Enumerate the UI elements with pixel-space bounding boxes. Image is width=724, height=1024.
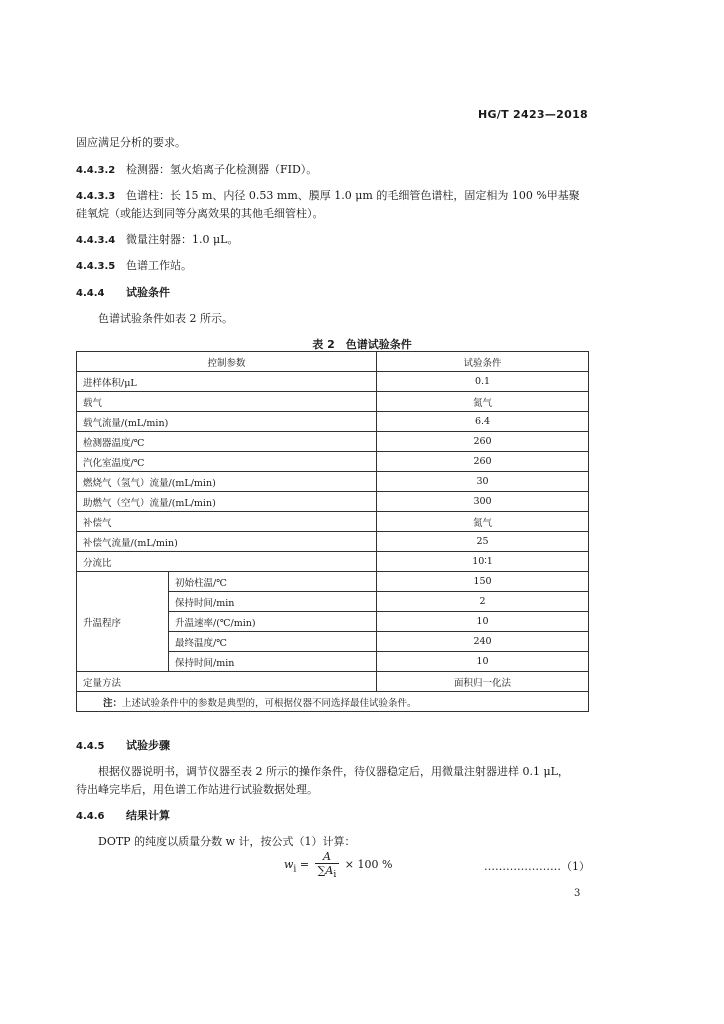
- table-note-row: [77, 692, 589, 712]
- formula-times: × 100 %: [341, 858, 393, 872]
- quant-value: 面积归一化法: [377, 672, 589, 692]
- section-number: 4.4.4: [76, 288, 105, 299]
- table-row: [77, 672, 589, 692]
- row-param: 补偿气流量/(mL/min): [77, 532, 377, 552]
- program-value: 240: [377, 632, 589, 652]
- table-row: [77, 432, 589, 452]
- formula-denominator: ∑A: [317, 864, 334, 877]
- section-4-4-4-heading: [76, 286, 170, 301]
- program-value: 10: [377, 612, 589, 632]
- equation-label: （1）: [561, 860, 590, 873]
- section-title: 试验条件: [126, 286, 170, 299]
- table-note: [77, 692, 589, 712]
- table-row: [77, 512, 589, 532]
- table-row: [77, 552, 589, 572]
- table-row: [77, 392, 589, 412]
- row-param: 助燃气（空气）流量/(mL/min): [77, 492, 377, 512]
- table-row: [77, 452, 589, 472]
- formula-equals: =: [296, 858, 313, 872]
- clause-text: 微量注射器：1.0 μL。: [126, 233, 239, 246]
- section-4-4-5-text-continued: 待出峰完毕后，用色谱工作站进行试验数据处理。: [76, 783, 318, 796]
- note-label: 注：: [103, 697, 123, 709]
- clause-text: 色谱工作站。: [126, 259, 192, 272]
- row-value: 氮气: [377, 512, 589, 532]
- table-header-condition: 试验条件: [377, 352, 589, 372]
- table-caption: 表 2 色谱试验条件: [312, 338, 412, 351]
- row-param: 进样体积/μL: [77, 372, 377, 392]
- row-param: 分流比: [77, 552, 377, 572]
- row-value: 300: [377, 492, 589, 512]
- row-value: 10∶1: [377, 552, 589, 572]
- row-value: 氮气: [377, 392, 589, 412]
- table-header-param: 控制参数: [77, 352, 377, 372]
- section-4-4-6-heading: [76, 809, 170, 824]
- program-label: 升温程序: [77, 572, 169, 672]
- note-text: 上述试验条件中的参数是典型的，可根据仪器不同选择最佳试验条件。: [122, 697, 417, 709]
- standard-code: HG/T 2423—2018: [477, 108, 588, 121]
- paragraph-continuation: 固应满足分析的要求。: [76, 136, 186, 149]
- table-row: [77, 532, 589, 552]
- program-param: 保持时间/min: [169, 592, 377, 612]
- formula-1: [284, 850, 392, 880]
- formula-numerator: A: [322, 850, 331, 863]
- clause-4-4-3-4: [76, 233, 238, 248]
- table-row: [77, 372, 589, 392]
- equation-number: [484, 858, 590, 874]
- program-value: 10: [377, 652, 589, 672]
- section-4-4-5-heading: [76, 739, 170, 754]
- clause-4-4-3-5: [76, 259, 192, 274]
- program-param: 最终温度/℃: [169, 632, 377, 652]
- clause-number: 4.4.3.5: [76, 261, 116, 272]
- clause-number: 4.4.3.3: [76, 191, 116, 202]
- program-param: 升温速率/(℃/min): [169, 612, 377, 632]
- program-param: 保持时间/min: [169, 652, 377, 672]
- row-value: 30: [377, 472, 589, 492]
- clause-number: 4.4.3.2: [76, 165, 116, 176]
- row-param: 汽化室温度/℃: [77, 452, 377, 472]
- equation-dots: …………………: [484, 860, 561, 873]
- program-param: 初始柱温/℃: [169, 572, 377, 592]
- section-title: 试验步骤: [126, 739, 170, 752]
- table-row: [77, 472, 589, 492]
- section-number: 4.4.5: [76, 741, 105, 752]
- program-value: 2: [377, 592, 589, 612]
- row-value: 0.1: [377, 372, 589, 392]
- row-param: 载气: [77, 392, 377, 412]
- section-4-4-4-text: 色谱试验条件如表 2 所示。: [98, 312, 233, 325]
- table-row: [77, 412, 589, 432]
- clause-number: 4.4.3.4: [76, 235, 116, 246]
- row-value: 6.4: [377, 412, 589, 432]
- row-param: 载气流量/(mL/min): [77, 412, 377, 432]
- section-title: 结果计算: [126, 809, 170, 822]
- clause-text: 检测器：氢火焰离子化检测器（FID）。: [126, 163, 318, 176]
- row-value: 25: [377, 532, 589, 552]
- formula-lhs: w: [284, 858, 294, 872]
- table-row: [77, 492, 589, 512]
- formula-fraction: [315, 850, 340, 880]
- table-row: [77, 572, 589, 592]
- row-param: 燃烧气（氢气）流量/(mL/min): [77, 472, 377, 492]
- row-param: 补偿气: [77, 512, 377, 532]
- section-number: 4.4.6: [76, 811, 105, 822]
- row-value: 260: [377, 452, 589, 472]
- section-4-4-5-text: 根据仪器说明书，调节仪器至表 2 所示的操作条件，待仪器稳定后，用微量注射器进样 0.1 μL，: [98, 765, 569, 778]
- section-4-4-6-text: DOTP 的纯度以质量分数 w 计，按公式（1）计算：: [98, 835, 356, 848]
- formula-lhs-sub: i: [293, 863, 297, 875]
- conditions-table: [76, 351, 589, 712]
- row-value: 260: [377, 432, 589, 452]
- clause-text: 色谱柱：长 15 m、内径 0.53 mm、膜厚 1.0 μm 的毛细管色谱柱，固定相为 100 %甲基聚: [126, 189, 580, 202]
- clause-text-continued: 硅氧烷（或能达到同等分离效果的其他毛细管柱）。: [76, 207, 324, 220]
- quant-label: 定量方法: [77, 672, 377, 692]
- clause-4-4-3-2: [76, 163, 317, 178]
- formula-denominator-sub: i: [333, 869, 337, 881]
- clause-4-4-3-3: [76, 189, 580, 204]
- program-value: 150: [377, 572, 589, 592]
- row-param: 检测器温度/℃: [77, 432, 377, 452]
- page-number: 3: [574, 888, 581, 899]
